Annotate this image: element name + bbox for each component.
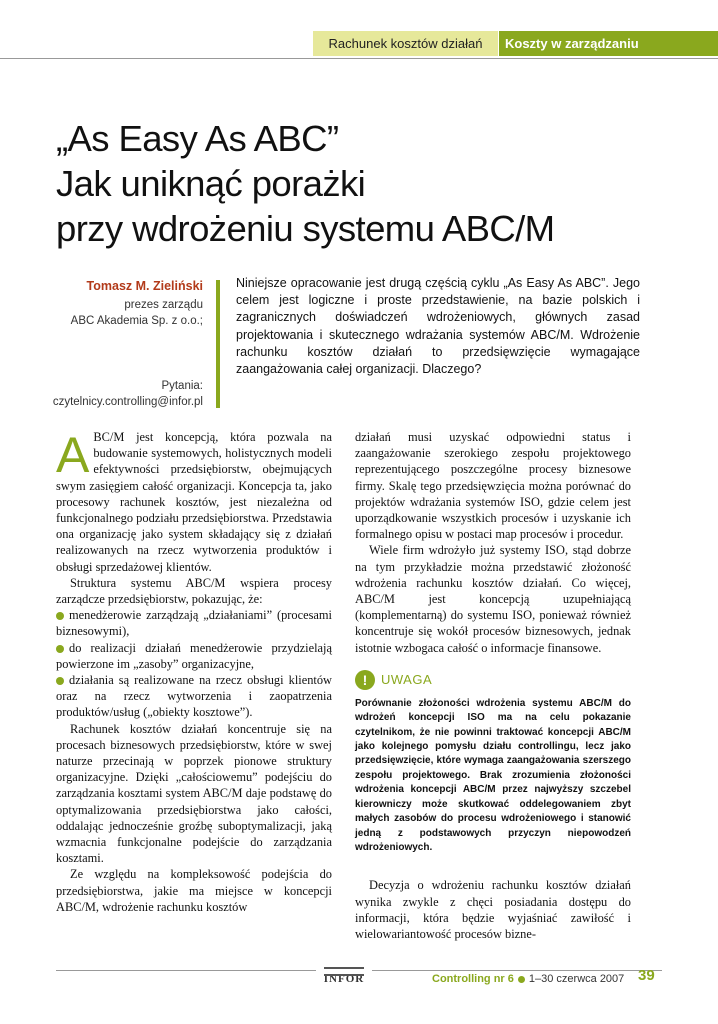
article-title: [56, 116, 696, 251]
title-line-1: „As Easy As ABC”: [56, 118, 339, 159]
body-paragraph: Rachunek kosztów działań koncentruje się na procesach biznesowych przedsiębiorstw, które w swej naturze przecinają w poprzek pionowe struktury organizacyjne. Dzięki „całościowemu” podejściu do zarządzania kosztami system ABC/M daje podstawę do optymalizowania przedsiębiorstwa jako całości, oddalając jednocześnie groźbę suboptymalizacji, jaką wzmacnia funkcjonalne podejście do zarządzania kosztami.: [56, 721, 332, 866]
contact-block: [3, 378, 203, 410]
category-tab: Koszty w zarządzaniu: [499, 31, 718, 56]
author-company: ABC Akademia Sp. z o.o.;: [70, 315, 203, 327]
section-tab: Rachunek kosztów działań: [313, 31, 498, 56]
title-line-3: przy wdrożeniu systemu ABC/M: [56, 208, 555, 249]
body-paragraph: Struktura systemu ABC/M wspiera procesy zarządcze przedsiębiorstw, pokazując, że:: [56, 575, 332, 607]
body-paragraph: Wiele firm wdrożyło już systemy ISO, stąd dobrze na tym przykładzie można przedstawić złożoność wdrożenia rachunku kosztów działań. Co więcej, ABC/M jest koncepcją uzupełniającą (komplementarną) do systemu ISO, ponieważ również koncentruje się wokół procesów biznesowych, jednak istotnie wzbogaca całość o informacje finansowe.: [355, 543, 631, 655]
footer-divider-left: [56, 970, 316, 971]
header-divider: [0, 58, 718, 59]
author-role: prezes zarządu: [124, 299, 203, 311]
magazine-name: Controlling nr 6: [432, 973, 514, 985]
page-number: 39: [638, 967, 655, 984]
lead-accent-bar: [216, 280, 220, 408]
warning-header: [355, 669, 631, 691]
body-paragraph: Decyzja o wdrożeniu rachunku kosztów działań wynika zwykle z chęci posiadania dostępu do informacji, która będzie wyjaśniać zawiłość i wielowariantowość procesów bizne-: [355, 878, 631, 941]
title-line-2: Jak uniknąć porażki: [56, 163, 366, 204]
lead-paragraph: Niniejsze opracowanie jest drugą częścią cyklu „As Easy As ABC”. Jego celem jest logiczne i proste przedstawienie, na bazie polskich i zagranicznych doświadczeń wdrożeniowych, głównych zasad projektowania i skutecznego wdrażania systemów ABC/M. Wdrożenie rachunku kosztów działań to przedsięwzięcie wymagające zaangażowania całej organizacji. Dlaczego?: [236, 276, 640, 377]
bullet-text: działania są realizowane na rzecz obsługi klientów oraz na rzecz wytworzenia i zaopatrzenia produktów/usług („obiekty kosztowe”).: [56, 673, 332, 720]
author-block: [3, 278, 203, 329]
bullet-icon: [56, 677, 64, 685]
issue-date: 1–30 czerwca 2007: [528, 973, 625, 985]
drop-cap: A: [56, 427, 90, 483]
author-name: Tomasz M. Zieliński: [86, 279, 203, 293]
separator-dot-icon: [518, 976, 525, 983]
paragraph-text: BC/M jest koncepcją, która pozwala na budowanie systemowych, holistycznych modeli efektywności przedsiębiorstw, obejmujących swym zasięgiem całość organizacji. Koncepcja ta, jako procesowy rachunek kosztów, jest niezależna od funkcjonalnego podziału przedsiębiorstwa. Przedstawia ona organizację jako system składający się z działań realizowanych na rzecz wytworzenia produktów i obsługi sprzedażowej klientów.: [56, 430, 332, 574]
footer-info: [432, 971, 624, 987]
bullet-text: do realizacji działań menedżerowie przydzielają powierzone im „zasoby” organizacyjne,: [56, 640, 332, 671]
bullet-text: menedżerowie zarządzają „działaniami” (procesami biznesowymi),: [56, 608, 332, 639]
warning-text: Porównanie złożoności wdrożenia systemu ABC/M do wdrożeń koncepcji ISO ma na celu pokazanie czytelnikom, że nie powinni traktować koncepcji ABC/M jako kolejnego pomysłu działu controllingu, lecz jako przedsięwzięcie, które wymaga zaangażowania szerszego zespołu projektowego. Brak zrozumienia złożoności wdrożenia koncepcji ABC/M przez najwyższy szczebel kierowniczy może skutkować oddelegowaniem zbyt małych zasobów do procesu wdrożeniowego i stanowić jedną z podstawowych przyczyn niepowodzeń wdrożeniowych.: [355, 697, 631, 853]
warning-icon: !: [355, 670, 375, 690]
bullet-item: [56, 607, 332, 639]
body-paragraph: działań musi uzyskać odpowiedni status i zaangażowanie szerokiego zespołu projektowego reprezentującego poszczególne procesy biznesowe firmy. Skalę tego przedsięwzięcia można porównać do projektów wdrażania systemów ISO, gdzie celem jest uporządkowanie wszystkich procesów i uzyskanie ich formalnego opisu w postaci map procesów i procedur.: [355, 430, 631, 542]
body-paragraph: Ze względu na kompleksowość podejścia do przedsiębiorstwa, jakie ma miejsce w koncepcji ABC/M, wdrożenie rachunku kosztów: [56, 867, 332, 914]
warning-label: UWAGA: [381, 671, 433, 687]
logo-mark-icon: [324, 967, 364, 976]
bullet-item: [56, 640, 332, 672]
column-left: [56, 429, 332, 915]
bullet-icon: [56, 612, 64, 620]
logo-text: INFOR: [323, 973, 365, 985]
infor-logo: [318, 964, 370, 986]
bullet-item: [56, 672, 332, 721]
contact-email[interactable]: czytelnicy.controlling@infor.pl: [52, 396, 203, 408]
body-paragraph: [56, 429, 332, 575]
bullet-icon: [56, 645, 64, 653]
column-right: [355, 429, 631, 942]
questions-label: Pytania:: [161, 380, 203, 392]
